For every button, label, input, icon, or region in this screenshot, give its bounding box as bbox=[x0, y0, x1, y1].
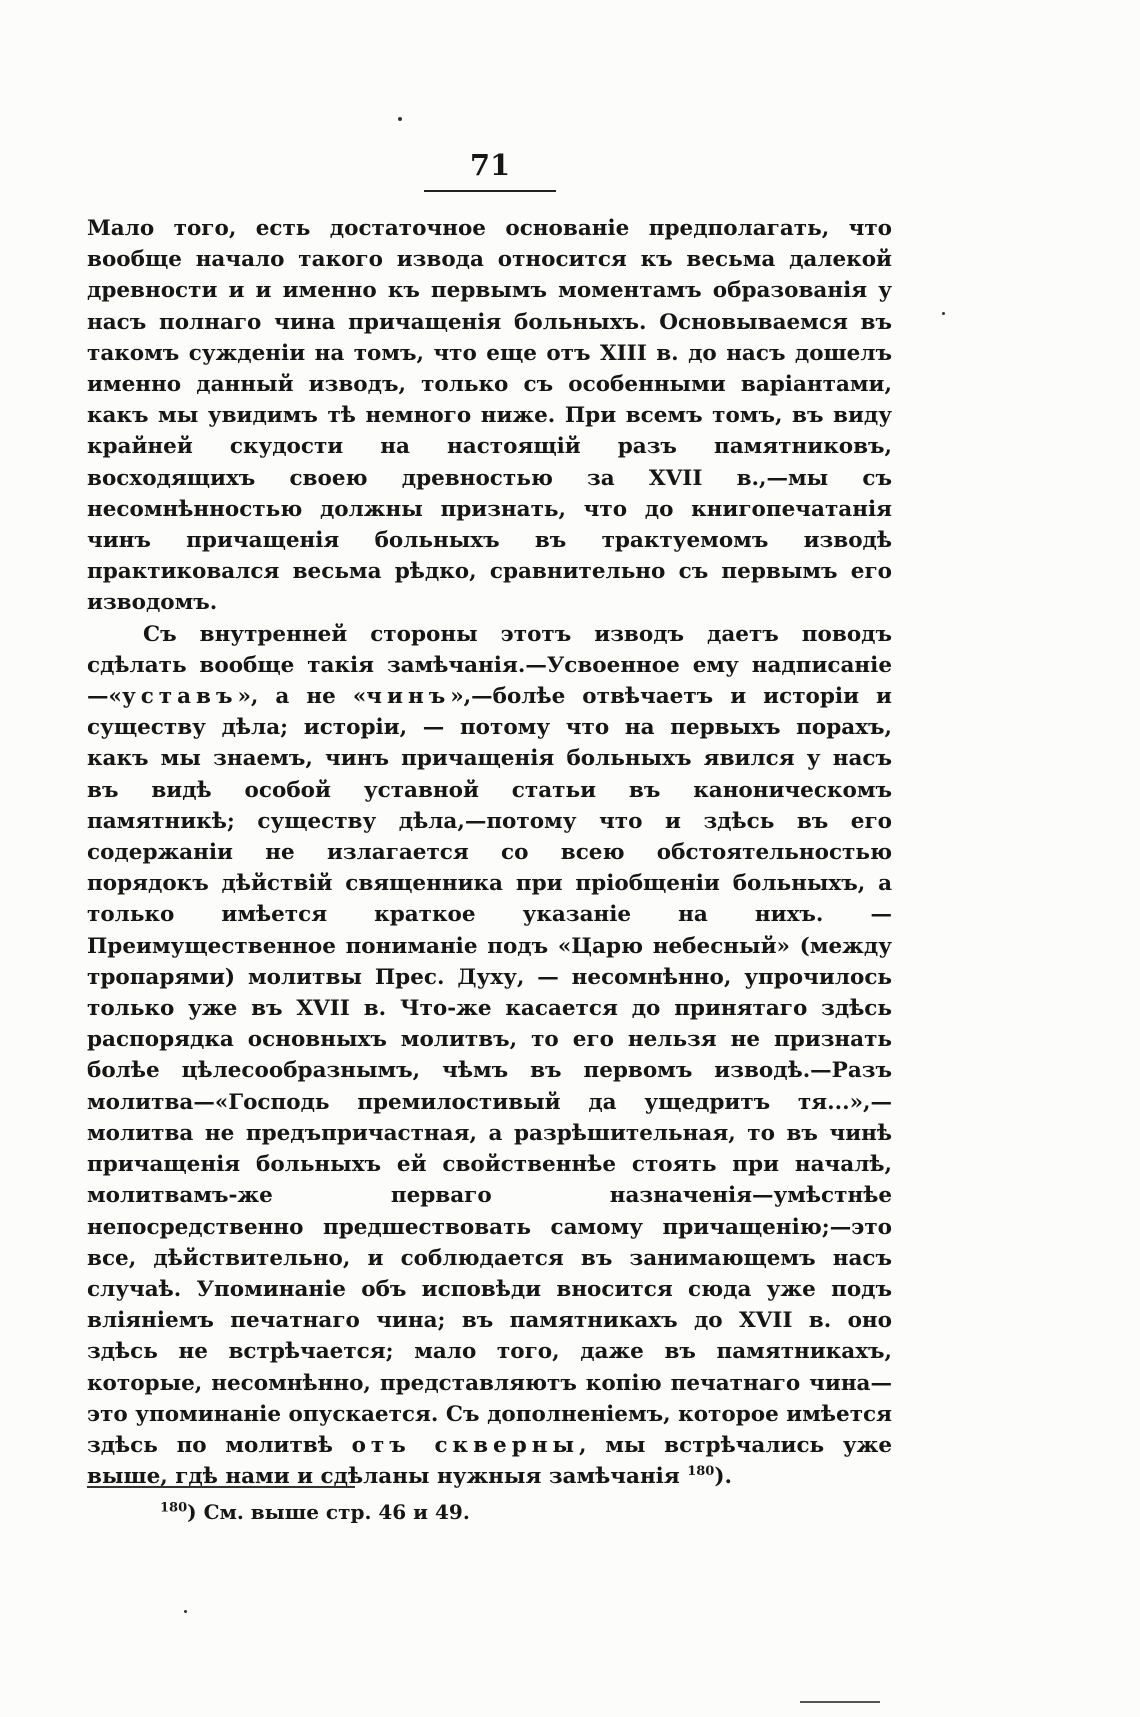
paragraph-1-text: Мало того, есть достаточное основаніе предполагать, что вообще начало такого извода относится къ весьма далекой древности и и именно къ первымъ моментамъ образованія у насъ полнаго чина причащенія больныхъ. Основываемся въ такомъ сужденіи на томъ, что еще отъ XIII в. до насъ дошелъ именно данный изводъ, только съ особенными варіантами, какъ мы увидимъ тѣ немного ниже. При всемъ томъ, въ виду крайней скудости на настоящій разъ памятниковъ, восходящихъ своею древностью за XVII в.,—мы съ несомнѣнностью должны признать, что до книгопечатанія чинъ причащенія больныхъ въ трактуемомъ изводѣ практиковался весьма рѣдко, сравнительно съ первымъ его изводомъ. bbox=[87, 216, 892, 616]
page-number: 71 bbox=[469, 148, 511, 182]
paragraph-2-text-e: ). bbox=[714, 1464, 733, 1490]
paragraph-2-text-c: »,—болѣе отвѣчаетъ и исторіи и существу дѣла; исторіи, — потому что на первыхъ порахъ, какъ мы знаемъ, чинъ причащенія больныхъ явился у насъ въ видѣ особой уставной статьи въ каноническомъ памятникѣ; существу дѣла,—потому что и здѣсь въ его содержаніи не излагается со всею обстоятельностью порядокъ дѣйствій священника при пріобщеніи больныхъ, а только имѣется краткое указаніе на нихъ. — Преимущественное пониманіе подъ «Царю небесный» (между тропарями) молитвы Прес. Духу, — несомнѣнно, упрочилось только уже въ XVII в. Что-же касается до принятаго здѣсь распорядка основныхъ молитвъ, то его нельзя не признать болѣе цѣлесообразнымъ, чѣмъ въ первомъ изводѣ.—Разъ молитва—«Господь премилостивый да ущедритъ тя...»,—молитва не предъпричастная, а разрѣшительная, то въ чинѣ причащенія больныхъ ей свойственнѣе стоять при началѣ, молитвамъ-же перваго назначенія—умѣстнѣе непосредственно предшествовать самому причащенію;—это все, дѣйствительно, и соблюдается въ занимающемъ насъ случаѣ. Упоминаніе объ исповѣди вносится сюда уже подъ вліяніемъ печатнаго чина; въ памятникахъ до XVII в. оно здѣсь не встрѣчается; мало того, даже въ памятникахъ, которые, несомнѣнно, представляютъ копію печатнаго чина—это упоминаніе опускается. Съ дополненіемъ, которое имѣется здѣсь по молитвѣ bbox=[87, 684, 892, 1458]
paragraph-2-text-b: », а не « bbox=[237, 684, 367, 710]
spaced-word-chin: чинъ bbox=[366, 684, 451, 710]
spaced-word-ustav: уставъ bbox=[121, 684, 238, 710]
footnote-rule bbox=[87, 1486, 355, 1488]
scan-mark bbox=[800, 1701, 880, 1703]
paragraph-2-text-a: Съ внутренней стороны этотъ изводъ даетъ поводъ сдѣлать вообще такія замѣчанія.—Усвоенное ему надписаніе—« bbox=[87, 621, 892, 710]
scan-speck bbox=[184, 1610, 187, 1613]
footnote bbox=[160, 1498, 660, 1526]
paragraph-2 bbox=[87, 619, 892, 1493]
footnote-mark: 180 bbox=[160, 1500, 188, 1516]
footnote-reference[interactable]: 180 bbox=[687, 1463, 715, 1479]
spaced-phrase-ot-skverny: отъ скверны bbox=[351, 1432, 580, 1458]
paragraph-1 bbox=[87, 213, 892, 619]
scan-speck bbox=[942, 312, 945, 315]
page-number-rule bbox=[424, 190, 556, 192]
paragraph-2-text-d: , мы встрѣчались уже выше, гдѣ нами и сдѣланы нужныя замѣчанія bbox=[87, 1432, 893, 1490]
footnote-text: ) См. выше стр. 46 и 49. bbox=[187, 1500, 470, 1524]
scan-speck bbox=[398, 117, 402, 121]
body-text bbox=[87, 213, 892, 1492]
